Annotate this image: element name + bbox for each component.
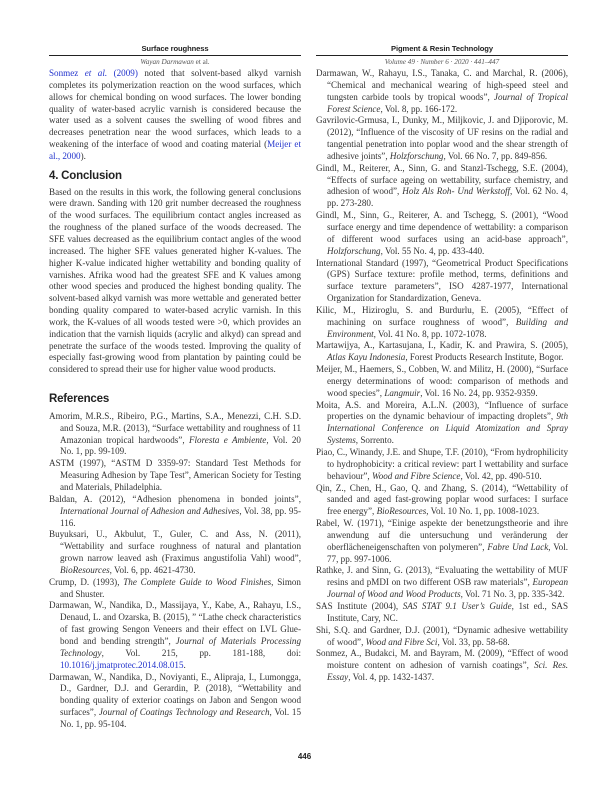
conclusion-paragraph: Based on the results in this work, the following general conclusions were drawn. Sanding with 120 grit number decreased the roughness of the wood surfaces. The equilibrium contact angles increased as the roughness of the planed surface of the woods decreased. The SFE values decreased as the equilibrium contact angles of the wood increased. The higher SFE values generated higher K-values. The higher K-value indicated higher wettability and bonding quality of varnishes. Afrika wood had the greatest SFE and K values among other wood species and produced the highest bonding quality. The solvent-based alkyd varnish was more wettable and generated better bonding quality compared to water-based acrylic varnish. In this work, the K-values of all woods tested were >0, which provides an indication that the varnish liquids (acrylic and alkyd) can spread and penetrate the surface of the woods tested. Improving the quality of especially fast-growing wood from plantation by painting could be considered to spread their use for higher value wood products. bbox=[49, 186, 301, 375]
reference-item: Meijer, M., Haemers, S., Cobben, W. and Militz, H. (2000), “Surface energy determinations of wood: comparison of methods and wood species”, Langmuir, Vol. 16 No. 24, pp. 9352-9359. bbox=[316, 364, 568, 398]
reference-item: Darmawan, W., Rahayu, I.S., Tanaka, C. and Marchal, R. (2006), “Chemical and mechanical wearing of high-speed steel and tungsten carbide tools by tropical woods”, Journal of Tropical Forest Science, Vol. 8, pp. 166-172. bbox=[316, 68, 568, 114]
reference-item: Martawijya, A., Kartasujana, I., Kadir, K. and Prawira, S. (2005), Atlas Kayu Indonesia, Forest Products Research Institute, Bogor. bbox=[316, 340, 568, 363]
reference-item: ASTM (1997), “ASTM D 3359-97: Standard Test Methods for Measuring Adhesion by Tape Test”, American Society for Testing and Materials, Philadelphia. bbox=[49, 458, 301, 492]
doi-link[interactable]: 10.1016/j.jmatprotec.2014.08.015 bbox=[60, 659, 184, 670]
reference-item: Baldan, A. (2012), “Adhesion phenomena in bonded joints”, International Journal of Adhesion and Adhesives, Vol. 38, pp. 95-116. bbox=[49, 493, 301, 528]
reference-item: Piao, C., Winandy, J.E. and Shupe, T.F. (2010), “From hydrophilicity to hydrophobicity: a critical review: part I wettability and surface behaviour”, Wood and Fibre Science, Vol. 42, pp. 490-510. bbox=[316, 447, 568, 481]
references-list-left bbox=[49, 411, 301, 731]
references-list-right bbox=[316, 68, 568, 684]
conclusion-heading: 4. Conclusion bbox=[49, 169, 122, 182]
reference-item: Kilic, M., Hiziroglu, S. and Burdurlu, E. (2005), “Effect of machining on surface roughness of wood”, Building and Environment, Vol. 41 No. 8, pp. 1072-1078. bbox=[316, 304, 568, 339]
running-header-left bbox=[49, 44, 301, 66]
reference-item: Sonmez, A., Budakci, M. and Bayram, M. (2009), “Effect of wood moisture content on adhesion of varnish coatings”, Sci. Res. Essay, Vol. 4, pp. 1432-1437. bbox=[316, 648, 569, 683]
reference-item: Crump, D. (1993), The Complete Guide to Wood Finishes, Simon and Shuster. bbox=[49, 576, 301, 599]
reference-item: Buyuksari, U., Akbulut, T., Guler, C. and Ass, N. (2011), “Wettability and surface roughness of natural and plantation grown narrow leaved ash (Fraximus angustifolia Vahl) wood”, BioResources, Vol. 6, pp. 4621-4730. bbox=[49, 529, 301, 575]
reference-item: Shi, S.Q. and Gardner, D.J. (2001), “Dynamic adhesive wettability of wood”, Wood and Fibre Sci, Vol. 33, pp. 58-68. bbox=[316, 624, 568, 647]
journal-title: Pigment & Resin Technology bbox=[316, 44, 568, 56]
reference-item: Rathke, J. and Sinn, G. (2013), “Evaluating the wettability of MUF resins and pMDI on two different OSB raw materials”, European Journal of Wood and Wood Products, Vol. 71 No. 3, pp. 335-342. bbox=[316, 565, 568, 600]
right-column bbox=[316, 68, 568, 684]
reference-item: Darmawan, W., Nandika, D., Massijaya, Y., Kabe, A., Rahayu, I.S., Denaud, L. and Ozarska, B. (2015), ” “Lathe check characteristics of fast growing Sengon Veneers and their effect on LVL Glue-bond and bending strength”, Journal of Materials Processing Technology, Vol. 215, pp. 181-188, doi: 10.1016/j.jmatprotec.2014.08.015. bbox=[49, 600, 301, 670]
journal-volume: Volume 49 · Number 6 · 2020 · 441–447 bbox=[384, 58, 500, 66]
page-number: 446 bbox=[297, 752, 312, 761]
citation-link-meijer[interactable]: Meijer et al., 2000 bbox=[49, 139, 301, 161]
running-header-right bbox=[316, 44, 568, 66]
reference-item: International Standard (1997), “Geometrical Product Specifications (GPS) Surface texture: profile method, terms, definitions and surface texture parameters”, ISO 4287-1977, International Organization for Standardization, Geneva. bbox=[316, 257, 568, 304]
running-author: Wayan Darmawan et al. bbox=[140, 58, 210, 66]
reference-item: Amorim, M.R.S., Ribeiro, P.G., Martins, S.A., Menezzi, C.H. S.D. and Souza, M.R. (2013), “Surface wettability and roughness of 11 Amazonian tropical hardwoods”, Floresta e Ambiente, Vol. 20 No. 1, pp. 99-109. bbox=[49, 410, 301, 457]
running-title: Surface roughness bbox=[49, 44, 301, 56]
reference-item: Qin, Z., Chen, H., Gao, Q. and Zhang, S. (2014), “Wettability of sanded and aged fast-growing poplar wood surfaces: I surface free energy”, BioResources, Vol. 10 No. 1, pp. 1008-1023. bbox=[316, 482, 568, 517]
reference-item: Gindl, M., Reiterer, A., Sinn, G. and Stanzl-Tschegg, S.E. (2004), “Effects of surface ageing on wettability, surface chemistry, and adhesion of wood”, Holz Als Roh- Und Werkstoff, Vol. 62 No. 4, pp. 273-280. bbox=[316, 162, 568, 209]
reference-item: Rabel, W. (1971), “Einige aspekte der benetzungstheorie and ihre anwendung auf die untersuchung und veränderung der oberflächeneigenschaften von polymeren”, Fabre Und Lack, Vol. 77, pp. 997-1006. bbox=[316, 518, 568, 564]
reference-item: Darmawan, W., Nandika, D., Noviyanti, E., Alipraja, I., Lumongga, D., Gardner, D.J. and Gerardin, P. (2018), “Wettability and bonding quality of exterior coatings on Jabon and Sengon wood surfaces”, Journal of Coatings Technology and Research, Vol. 15 No. 1, pp. 95-104. bbox=[49, 671, 301, 729]
reference-item: Moita, A.S. and Moreira, A.L.N. (2003), “Influence of surface properties on the dynamic behaviour of impacting droplets”, 9th International Conference on Liquid Atomization and Spray Systems, Sorrento. bbox=[316, 399, 568, 446]
left-column bbox=[49, 68, 301, 731]
reference-item: SAS Institute (2004), SAS STAT 9.1 User’s Guide, 1st ed., SAS Institute, Cary, NC. bbox=[316, 600, 568, 623]
references-heading: References bbox=[49, 393, 110, 406]
intro-paragraph: Sonmez et al. (2009) noted that solvent-based alkyd varnish completes its polymerization reaction on the wood surfaces, which allows for chemical bonding on wood surfaces. The lower bonding quality of water-based acrylic varnish is considered because the water used as a solvent causes the swelling of wood fibres and decreases penetration near the wood surfaces, which leads to a weakening of the interface of wood and coating material (Meijer et al., 2000). bbox=[49, 68, 301, 161]
reference-item: Gavrilovic-Grmusa, I., Dunky, M., Miljkovic, J. and Djiporovic, M. (2012), “Influence of the viscosity of UF resins on the radial and tangential penetration into poplar wood and the shear strength of adhesive joints”, Holzforschung, Vol. 66 No. 7, pp. 849-856. bbox=[316, 115, 568, 161]
citation-link-sonmez[interactable]: Sonmez et al. (2009) bbox=[49, 68, 138, 78]
reference-item: Gindl, M., Sinn, G., Reiterer, A. and Tschegg, S. (2001), “Wood surface energy and time dependence of wettability: a comparison of different wood surfaces using an acid-base approach”, Holzforschung, Vol. 55 No. 4, pp. 433-440. bbox=[316, 210, 568, 256]
